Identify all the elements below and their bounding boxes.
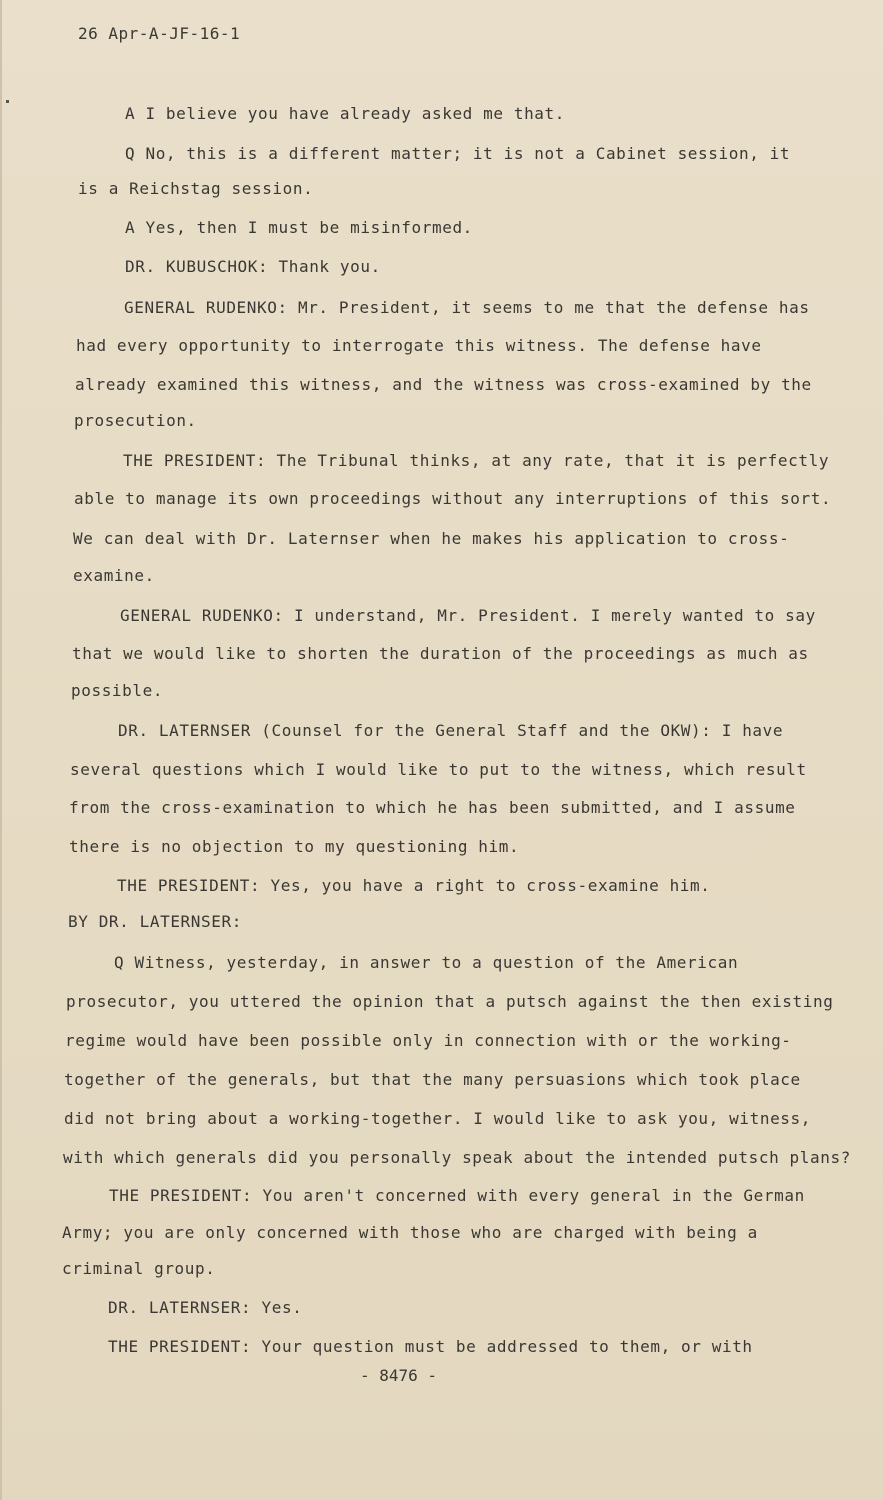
transcript-line: able to manage its own proceedings without any interruptions of this sort. <box>74 489 832 508</box>
transcript-line: A I believe you have already asked me that. <box>125 104 566 123</box>
document-reference: 26 Apr-A-JF-16-1 <box>78 24 241 43</box>
transcript-line: regime would have been possible only in connection with or the working- <box>65 1031 792 1050</box>
transcript-line: criminal group. <box>62 1259 216 1278</box>
transcript-line: GENERAL RUDENKO: I understand, Mr. President. I merely wanted to say <box>120 606 816 625</box>
transcript-line: several questions which I would like to put to the witness, which result <box>70 760 807 779</box>
transcript-line: that we would like to shorten the duration of the proceedings as much as <box>72 644 809 663</box>
transcript-line: Army; you are only concerned with those who are charged with being a <box>62 1223 758 1242</box>
transcript-line: THE PRESIDENT: The Tribunal thinks, at any rate, that it is perfectly <box>123 451 830 470</box>
transcript-line: Q No, this is a different matter; it is not a Cabinet session, it <box>125 144 791 163</box>
transcript-line: DR. LATERNSER (Counsel for the General Staff and the OKW): I have <box>118 721 784 740</box>
transcript-line: prosecutor, you uttered the opinion that a putsch against the then existing <box>66 992 834 1011</box>
page-number: - 8476 - <box>360 1366 438 1385</box>
transcript-line: We can deal with Dr. Laternser when he makes his application to cross- <box>73 529 790 548</box>
transcript-line: DR. LATERNSER: Yes. <box>108 1298 303 1317</box>
transcript-line: THE PRESIDENT: You aren't concerned with every general in the German <box>109 1186 805 1205</box>
transcript-line: is a Reichstag session. <box>78 179 314 198</box>
transcript-line: THE PRESIDENT: Your question must be addressed to them, or with <box>108 1337 753 1356</box>
transcript-line: with which generals did you personally speak about the intended putsch plans? <box>63 1148 851 1167</box>
transcript-line: had every opportunity to interrogate this witness. The defense have <box>76 336 762 355</box>
transcript-line: from the cross-examination to which he has been submitted, and I assume <box>69 798 796 817</box>
transcript-line: there is no objection to my questioning him. <box>69 837 520 856</box>
transcript-line: together of the generals, but that the many persuasions which took place <box>64 1070 801 1089</box>
transcript-line: Q Witness, yesterday, in answer to a question of the American <box>114 953 739 972</box>
transcript-line: possible. <box>71 681 164 700</box>
transcript-line: prosecution. <box>74 411 197 430</box>
transcript-line: DR. KUBUSCHOK: Thank you. <box>125 257 381 276</box>
transcript-line: GENERAL RUDENKO: Mr. President, it seems to me that the defense has <box>124 298 810 317</box>
transcript-line: examine. <box>73 566 155 585</box>
transcript-line: did not bring about a working-together. I would like to ask you, witness, <box>64 1109 811 1128</box>
transcript-line: A Yes, then I must be misinformed. <box>125 218 473 237</box>
transcript-line: already examined this witness, and the witness was cross-examined by the <box>75 375 812 394</box>
margin-mark <box>6 100 9 103</box>
transcript-line: THE PRESIDENT: Yes, you have a right to cross-examine him. <box>117 876 711 895</box>
transcript-line: BY DR. LATERNSER: <box>68 912 242 931</box>
